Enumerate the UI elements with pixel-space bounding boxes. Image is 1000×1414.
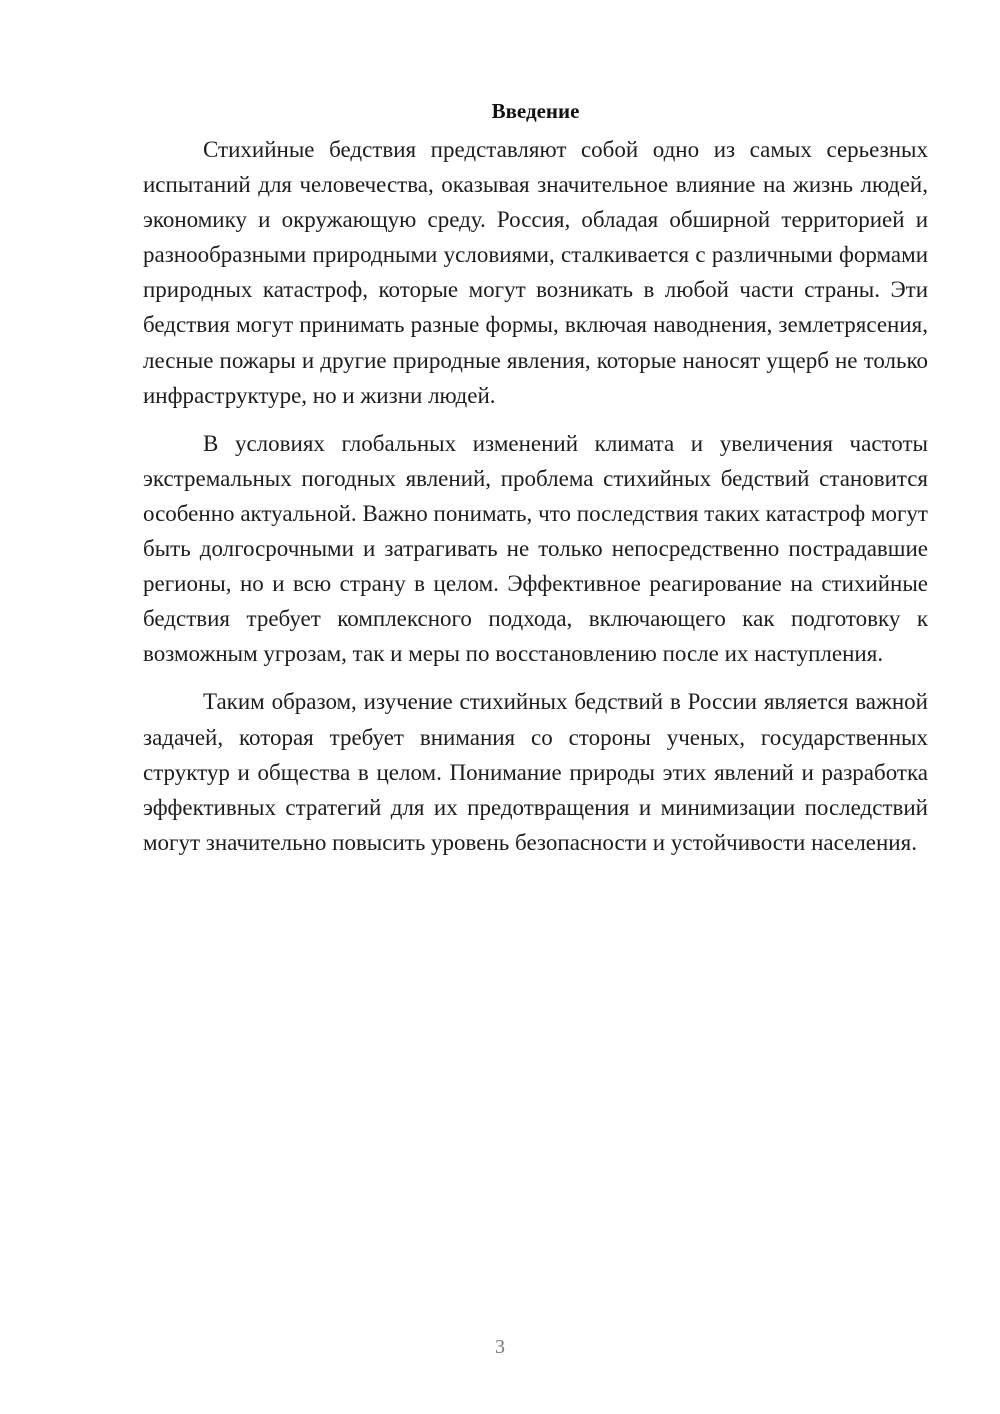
section-heading: Введение: [491, 99, 580, 123]
paragraph-1: Стихийные бедствия представляют собой одно из самых серьезных испытаний для человечества, оказывая значительное влияние на жизнь людей, экономику и окружающую среду. Россия, обладая обширной территорией и разнообразными природными условиями, сталкивается с различными формами природных катастроф, которые могут возникать в любой части страны. Эти бедствия могут принимать разные формы, включая наводнения, землетрясения, лесные пожары и другие природные явления, которые наносят ущерб не только инфраструктуре, но и жизни людей.: [143, 137, 928, 408]
page-content: [143, 96, 928, 873]
paragraph-2: В условиях глобальных изменений климата и увеличения частоты экстремальных погодных явлений, проблема стихийных бедствий становится особенно актуальной. Важно понимать, что последствия таких катастроф могут быть долгосрочными и затрагивать не только непосредственно пострадавшие регионы, но и всю страну в целом. Эффективное реагирование на стихийные бедствия требует комплексного подхода, включающего как подготовку к возможным угрозам, так и меры по восстановлению после их наступления.: [143, 430, 928, 667]
paragraph-3: Таким образом, изучение стихийных бедствий в России является важной задачей, которая требует внимания со стороны ученых, государственных структур и общества в целом. Понимание природы этих явлений и разработка эффективных стратегий для их предотвращения и минимизации последствий могут значительно повысить уровень безопасности и устойчивости населения.: [143, 689, 928, 855]
page-number: 3: [495, 1336, 505, 1358]
